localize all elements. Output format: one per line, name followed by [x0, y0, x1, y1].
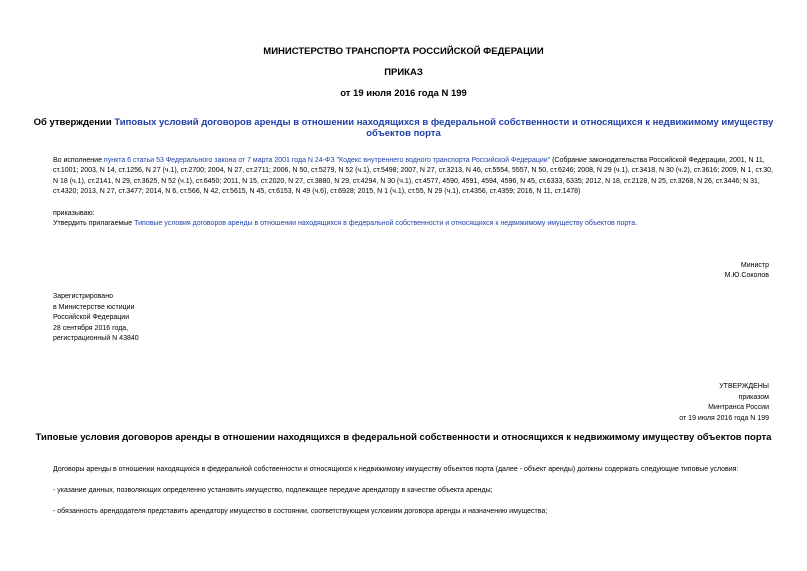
- preamble-rest: (Собрание законодательства Российской Федерации, 2001, N 11, ст.1001; 2003, N 14, ст.1256, N 27 (ч.1), ст.2700; 2004, N 27, ст.2711; 2006, N 50, ст.5279, N 52 (ч.1), ст.5498; 2007, N 27, ст.3213, N 46, ст.5554, 5557, N 50, ст.6246; 2008, N 29 (ч.1), ст.3418, N 30 (ч.2), ст.3616; 2009, N 1, ст.30, N 18 (ч.1), ст.2141, N 29, ст.3625, N 52 (ч.1), ст.6450; 2011, N 15, ст.2020, N 27, ст.3880, N 29, ст.4294, N 30 (ч.1), ст.4577, 4590, 4591, 4594, 4596, N 45, ст.6333, 6335; 2012, N 18, ст.2128, N 25, ст.3268, N 26, ст.3446; N 31, ст.4320; 2013, N 27, ст.3477; 2014, N 6, ст.566, N 42, ст.5615, N 45, ст.6153, N 49 (ч.6), ст.6928; 2015, N 1 (ч.1), ст.55, N 29 (ч.1), ст.4356, ст.4359; 2016, N 11, ст.1478): [53, 157, 773, 195]
- title-link-line2[interactable]: объектов порта: [366, 128, 441, 139]
- document-title: [0, 117, 807, 139]
- appendix-paragraph-1: Договоры аренды в отношении находящихся в федеральной собственности и относящихся к недвижимому имуществу объектов порта (далее - объект аренды) должны содержать следующие типовые условия:: [53, 466, 739, 473]
- title-prefix: Об утверждении: [33, 117, 115, 128]
- order-item-end: .: [635, 220, 638, 227]
- preamble-intro: Во исполнение: [53, 157, 104, 164]
- registration-line: Зарегистрировано: [53, 293, 113, 300]
- appendix-paragraph-3: - обязанность арендодателя представить арендатору имущество в состоянии, соответствующем условиям договора аренды и назначению имущества;: [53, 508, 548, 515]
- registration-line: 28 сентября 2016 года,: [53, 324, 129, 332]
- registration-line: Российской Федерации: [53, 314, 130, 321]
- title-link-line1[interactable]: Типовых условий договоров аренды в отношении находящихся в федеральной собственности и относящихся к недвижимому имуществу: [114, 117, 774, 128]
- registration-line: в Министерстве юстиции: [53, 303, 135, 311]
- appendix-paragraph-2: - указание данных, позволяющих определенно установить имущество, подлежащее передаче арендатору в качестве объекта аренды;: [53, 487, 493, 494]
- registration-line: регистрационный N 43840: [53, 335, 139, 342]
- order-item: [53, 219, 773, 230]
- preamble-law-link[interactable]: пункта 6 статьи 53 Федерального закона от 7 марта 2001 года N 24-ФЗ "Кодекс внутреннего водного транспорта Российской Федерации": [103, 157, 551, 164]
- approval-line: Минтранса России: [708, 404, 769, 411]
- doc-date-number: от 19 июля 2016 года N 199: [340, 88, 467, 99]
- ministry-heading: МИНИСТЕРСТВО ТРАНСПОРТА РОССИЙСКОЙ ФЕДЕРАЦИИ: [263, 46, 544, 57]
- registration-block: [53, 292, 139, 345]
- doc-type-heading: ПРИКАЗ: [384, 67, 423, 78]
- signature-position: Министр: [740, 262, 769, 269]
- approval-line: УТВЕРЖДЕНЫ: [719, 383, 769, 390]
- signature-name: М.Ю.Соколов: [724, 272, 769, 279]
- order-item-link[interactable]: Типовые условия договоров аренды в отношении находящихся в федеральной собственности и относящихся к недвижимому имуществу объектов порта: [134, 220, 636, 227]
- order-item-intro: Утвердить прилагаемые: [53, 220, 135, 227]
- approval-line: приказом: [738, 393, 769, 401]
- approval-line: от 19 июля 2016 года N 199: [679, 414, 769, 422]
- order-label: приказываю:: [53, 210, 95, 217]
- preamble-paragraph: [53, 156, 773, 197]
- approval-block: [560, 382, 769, 424]
- appendix-title: Типовые условия договоров аренды в отношении находящихся в федеральной собственности и относящихся к недвижимому имуществу объектов порта: [35, 432, 772, 443]
